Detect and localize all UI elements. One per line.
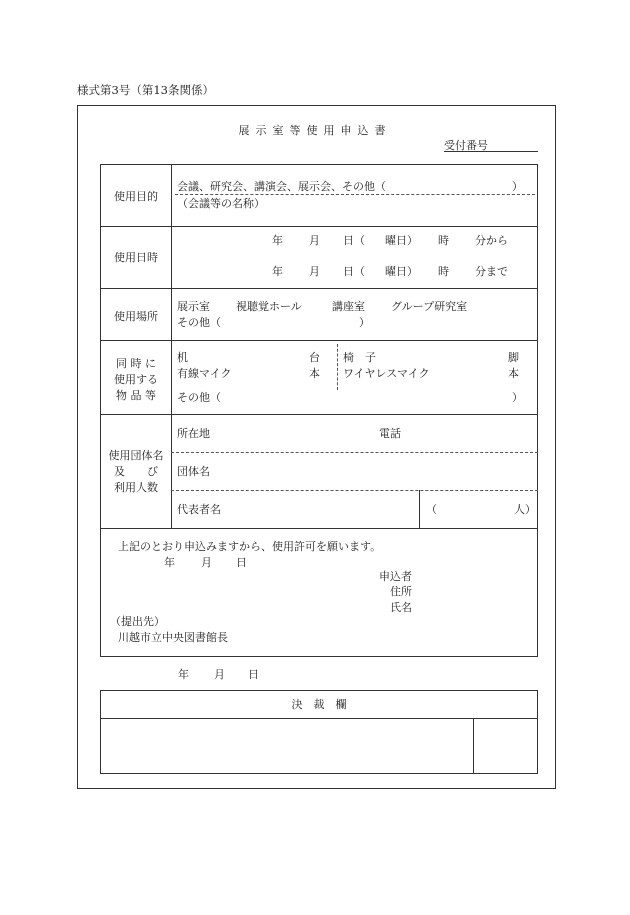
chair-unit[interactable]: 脚 bbox=[508, 351, 519, 364]
row-divider bbox=[100, 288, 538, 289]
applicant-address[interactable]: 住所 bbox=[390, 585, 412, 598]
application-day[interactable]: 日 bbox=[236, 556, 247, 569]
approval-year[interactable]: 年 bbox=[178, 668, 189, 681]
items-other-close: ） bbox=[512, 391, 523, 404]
submit-to-label: （提出先） bbox=[110, 615, 165, 628]
start-minute[interactable]: 分から bbox=[475, 234, 508, 247]
meeting-name-label[interactable]: （会議等の名称） bbox=[177, 197, 265, 210]
place-label: 使用場所 bbox=[114, 310, 158, 323]
row-divider bbox=[100, 340, 538, 341]
dates-label: 使用日時 bbox=[114, 251, 158, 264]
end-year[interactable]: 年 bbox=[272, 265, 283, 278]
purpose-label: 使用目的 bbox=[114, 190, 158, 203]
wireless-mic-label: ワイヤレスマイク bbox=[343, 367, 430, 380]
representative-label[interactable]: 代表者名 bbox=[177, 503, 221, 516]
row-divider bbox=[100, 226, 538, 227]
row-divider bbox=[100, 414, 538, 415]
end-day[interactable]: 日（ bbox=[343, 265, 365, 278]
place-other[interactable]: その他（ bbox=[177, 316, 221, 329]
applicant-label: 申込者 bbox=[379, 570, 412, 583]
items-label-line: 使用する bbox=[114, 372, 158, 386]
start-hour[interactable]: 時 bbox=[438, 234, 449, 247]
items-label-line: 物 品 等 bbox=[116, 388, 156, 402]
group-dashed-line bbox=[171, 490, 538, 491]
receipt-number-field[interactable] bbox=[444, 151, 538, 152]
start-weekday[interactable]: 曜日） bbox=[385, 234, 418, 247]
wireless-mic-unit[interactable]: 本 bbox=[508, 367, 519, 380]
purpose-close-paren: ） bbox=[512, 180, 523, 193]
group-name-label[interactable]: 団体名 bbox=[177, 465, 210, 478]
end-month[interactable]: 月 bbox=[309, 265, 320, 278]
people-count-close: 人） bbox=[514, 503, 536, 516]
start-year[interactable]: 年 bbox=[272, 234, 283, 247]
approval-day[interactable]: 日 bbox=[248, 668, 259, 681]
purpose-dashed-line bbox=[175, 194, 535, 195]
group-phone-label[interactable]: 電話 bbox=[379, 427, 401, 440]
form-title: 展示室等使用申込書 bbox=[238, 124, 392, 137]
items-other[interactable]: その他（ bbox=[177, 391, 221, 404]
items-label bbox=[101, 356, 171, 404]
start-day[interactable]: 日（ bbox=[343, 234, 365, 247]
application-month[interactable]: 月 bbox=[201, 556, 212, 569]
application-year[interactable]: 年 bbox=[164, 556, 175, 569]
group-label-line: 及 び bbox=[114, 464, 158, 478]
people-divider bbox=[419, 490, 420, 528]
approval-stamp-area-small[interactable] bbox=[474, 719, 537, 773]
applicant-name[interactable]: 氏名 bbox=[390, 601, 412, 614]
label-column-divider bbox=[171, 164, 172, 528]
people-count-open[interactable]: （ bbox=[426, 503, 437, 516]
place-other-close: ） bbox=[359, 316, 370, 329]
declaration-text: 上記のとおり申込みますから、使用許可を願います。 bbox=[118, 540, 382, 553]
items-dashed-divider bbox=[337, 344, 338, 390]
group-label-line: 使用団体名 bbox=[108, 449, 164, 462]
desk-unit[interactable]: 台 bbox=[309, 351, 320, 364]
place-option-av-hall[interactable]: 視聴覚ホール bbox=[236, 300, 302, 313]
desk-label: 机 bbox=[177, 351, 188, 364]
chair-label: 椅 子 bbox=[343, 351, 376, 364]
approval-month[interactable]: 月 bbox=[214, 668, 225, 681]
end-weekday[interactable]: 曜日） bbox=[385, 265, 418, 278]
row-divider bbox=[100, 528, 538, 529]
group-label-line: 利用人数 bbox=[114, 480, 158, 494]
end-hour[interactable]: 時 bbox=[438, 265, 449, 278]
recipient: 川越市立中央図書館長 bbox=[118, 631, 228, 644]
form-number: 様式第3号（第13条関係） bbox=[77, 83, 214, 97]
place-option-exhibition-room[interactable]: 展示室 bbox=[177, 300, 210, 313]
receipt-number-label: 受付番号 bbox=[444, 139, 488, 152]
group-label bbox=[101, 448, 171, 496]
purpose-options[interactable]: 会議、研究会、講演会、展示会、その他（ bbox=[177, 180, 386, 193]
group-address-label[interactable]: 所在地 bbox=[177, 427, 210, 440]
group-dashed-line bbox=[171, 452, 538, 453]
approval-stamp-area[interactable] bbox=[101, 719, 473, 773]
wired-mic-unit[interactable]: 本 bbox=[309, 367, 320, 380]
end-minute[interactable]: 分まで bbox=[475, 265, 508, 278]
place-option-lecture-room[interactable]: 講座室 bbox=[332, 300, 365, 313]
approval-header: 決 裁 欄 bbox=[291, 698, 347, 711]
start-month[interactable]: 月 bbox=[309, 234, 320, 247]
items-label-line: 同 時 に bbox=[116, 357, 156, 370]
place-option-group-study-room[interactable]: グループ研究室 bbox=[391, 300, 468, 313]
wired-mic-label: 有線マイク bbox=[177, 367, 232, 380]
